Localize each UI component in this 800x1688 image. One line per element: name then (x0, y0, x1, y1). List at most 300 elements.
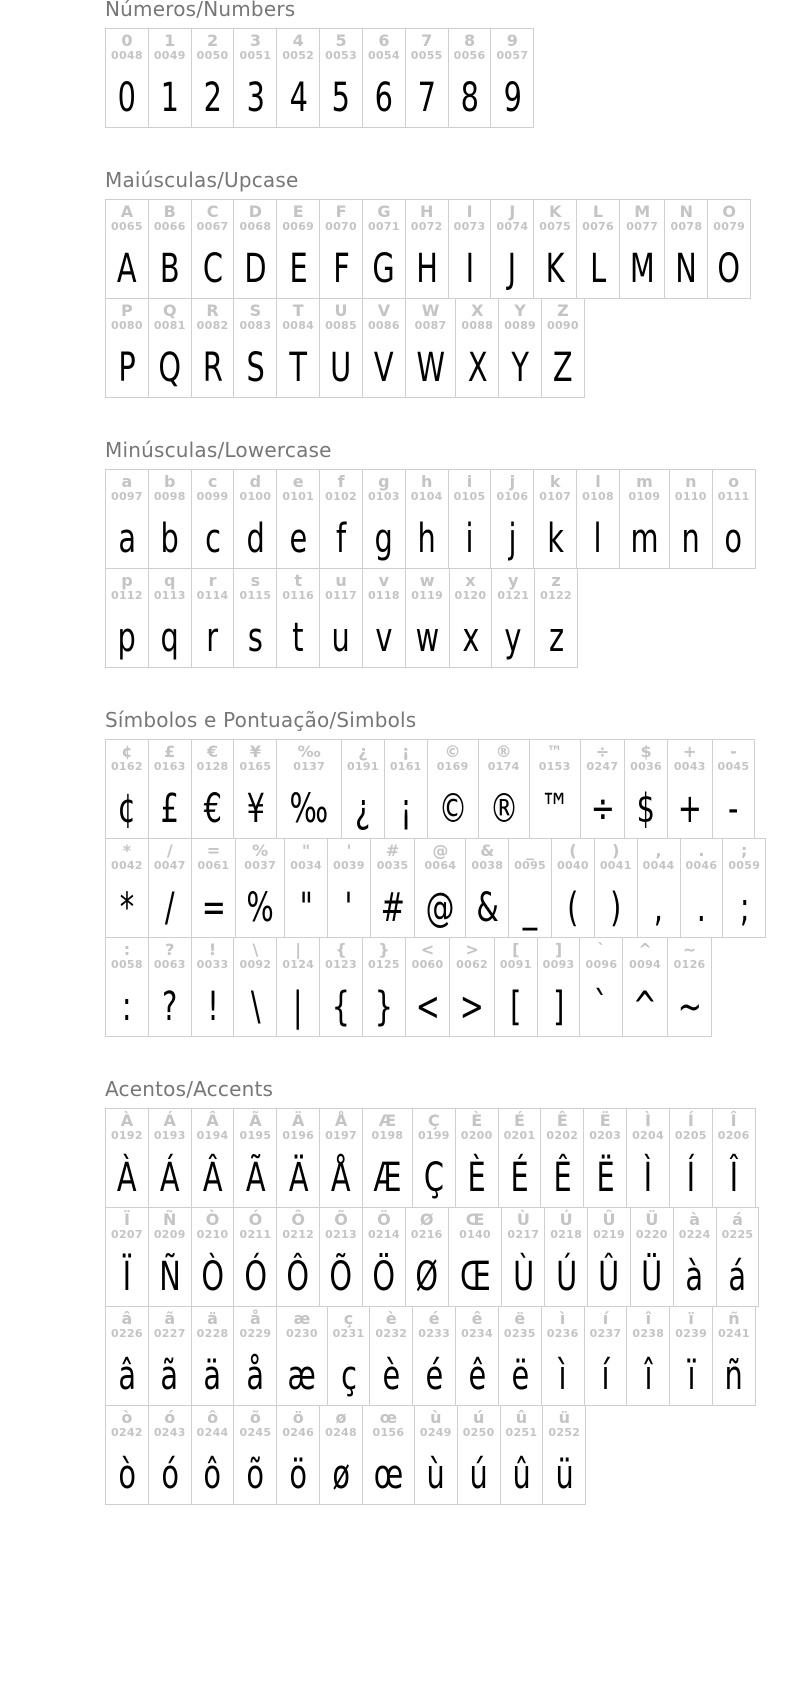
glyph-cell (405, 568, 450, 668)
glyph-code: 0174 (487, 760, 520, 773)
glyph-char-label: ¿ (358, 742, 368, 761)
glyph-code: 0038 (471, 859, 504, 872)
glyph-cell (233, 298, 277, 398)
glyph-code: 0051 (239, 49, 272, 62)
glyph-code: 0081 (153, 319, 186, 332)
glyph-code: 0067 (196, 220, 229, 233)
glyph-cell (537, 937, 581, 1037)
glyph-sample: Æ (373, 1155, 402, 1201)
glyph-char-label: n (685, 472, 697, 491)
glyph-char-label: Û (602, 1210, 616, 1229)
glyph-code: 0251 (505, 1426, 538, 1439)
glyph-char-label: < (420, 940, 435, 959)
glyph-sample: a (118, 516, 136, 562)
glyph-sample: = (201, 885, 226, 931)
glyph-sample: ¥ (246, 786, 265, 832)
glyph-code: 0228 (196, 1327, 229, 1340)
glyph-sample: \ (250, 984, 261, 1030)
glyph-cell (478, 739, 530, 839)
glyph-section (105, 709, 785, 1036)
glyph-char-label: ` (597, 940, 606, 959)
glyph-cell (191, 1207, 235, 1307)
glyph-sample: á (728, 1254, 747, 1300)
glyph-sample: Y (511, 345, 529, 391)
glyph-sample: ~ (677, 984, 702, 1030)
glyph-code: 0073 (453, 220, 486, 233)
glyph-cell (707, 199, 751, 299)
glyph-code: 0204 (632, 1129, 664, 1142)
glyph-code: 0110 (674, 490, 707, 503)
glyph-char-label: î (645, 1309, 652, 1328)
section-title: Maiúsculas/Upcase (105, 168, 299, 192)
glyph-char-label: 1 (164, 31, 176, 50)
glyph-code: 0075 (539, 220, 572, 233)
glyph-code: 0214 (367, 1228, 400, 1241)
glyph-code: 0207 (111, 1228, 143, 1241)
glyph-cell (319, 1207, 363, 1307)
glyph-code: 0099 (196, 490, 229, 503)
glyph-char-label: U (334, 301, 348, 320)
glyph-code: 0191 (346, 760, 379, 773)
glyph-char-label: e (292, 472, 304, 491)
glyph-code: 0210 (196, 1228, 229, 1241)
glyph-code: 0163 (153, 760, 186, 773)
glyph-sample: ( (567, 885, 579, 931)
glyph-sample: t (292, 615, 304, 661)
glyph-char-label: Ú (559, 1210, 573, 1229)
glyph-code: 0096 (585, 958, 618, 971)
glyph-cell (148, 28, 192, 128)
glyph-cell (105, 1108, 149, 1208)
glyph-code: 0194 (196, 1129, 229, 1142)
glyph-code: 0213 (325, 1228, 357, 1241)
glyph-sample: ê (468, 1353, 486, 1399)
glyph-cell (233, 199, 277, 299)
glyph-cell (501, 1207, 545, 1307)
glyph-section (105, 1078, 785, 1504)
glyph-char-label: S (249, 301, 262, 320)
glyph-sample: Q (158, 345, 182, 391)
glyph-code: 0161 (389, 760, 422, 773)
glyph-char-label: è (385, 1309, 397, 1328)
glyph-char-label: ã (164, 1309, 176, 1328)
glyph-sample: i (465, 516, 474, 562)
glyph-code: 0052 (282, 49, 315, 62)
glyph-sample: 1 (160, 75, 179, 121)
glyph-sample: è (382, 1353, 401, 1399)
glyph-sample: Á (159, 1155, 180, 1201)
glyph-sample: Ø (415, 1254, 439, 1300)
glyph-code: 0102 (325, 490, 357, 503)
glyph-cell (414, 1405, 458, 1505)
glyph-code: 0063 (153, 958, 186, 971)
glyph-code: 0097 (111, 490, 143, 503)
glyph-code: 0055 (410, 49, 443, 62)
glyph-code: 0156 (372, 1426, 405, 1439)
glyph-char-label: 4 (292, 31, 304, 50)
glyph-char-label: ì (559, 1309, 566, 1328)
glyph-cell (448, 28, 492, 128)
glyph-code: 0061 (197, 859, 230, 872)
glyph-code: 0122 (540, 589, 572, 602)
glyph-char-label: > (465, 940, 479, 959)
glyph-code: 0245 (239, 1426, 272, 1439)
glyph-cell (498, 1306, 542, 1406)
glyph-sample: } (374, 984, 394, 1030)
glyph-char-label: { (335, 940, 347, 959)
glyph-char-label: 3 (249, 31, 261, 50)
glyph-sample: @ (425, 885, 455, 931)
glyph-sample: T (289, 345, 308, 391)
glyph-code: 0195 (239, 1129, 272, 1142)
glyph-char-label: I (466, 202, 473, 221)
glyph-cell (235, 838, 285, 938)
glyph-char-label: d (249, 472, 262, 491)
glyph-code: 0083 (239, 319, 272, 332)
glyph-char-label: ) (612, 841, 620, 860)
glyph-code: 0218 (550, 1228, 583, 1241)
glyph-sample: y (504, 615, 522, 661)
glyph-cell (233, 1306, 277, 1406)
glyph-char-label: 5 (335, 31, 347, 50)
glyph-code: 0066 (153, 220, 186, 233)
glyph-code: 0064 (424, 859, 457, 872)
glyph-sample: õ (246, 1452, 265, 1498)
glyph-cell (405, 1207, 449, 1307)
glyph-sample: L (589, 246, 607, 292)
glyph-cell (233, 1405, 277, 1505)
glyph-char-label: D (248, 202, 263, 221)
glyph-code: 0094 (629, 958, 661, 971)
glyph-sample: ó (160, 1452, 179, 1498)
glyph-code: 0065 (111, 220, 143, 233)
glyph-cell (465, 838, 509, 938)
glyph-cell (405, 199, 449, 299)
glyph-char-label: x (465, 571, 476, 590)
glyph-char-label: 7 (421, 31, 433, 50)
glyph-code: 0091 (499, 958, 532, 971)
glyph-code: 0086 (367, 319, 400, 332)
glyph-char-label: v (378, 571, 390, 590)
glyph-cell (233, 28, 277, 128)
glyph-sample: 5 (331, 75, 351, 121)
glyph-sample: 9 (503, 75, 522, 121)
glyph-cell (626, 1306, 670, 1406)
glyph-sample: > (460, 984, 485, 1030)
glyph-char-label: A (120, 202, 134, 221)
glyph-char-label: ^ (638, 940, 652, 959)
glyph-cell (498, 298, 542, 398)
glyph-sample: Õ (329, 1254, 353, 1300)
glyph-sample: ¿ (355, 786, 371, 832)
glyph-code: 0236 (546, 1327, 579, 1340)
glyph-cell (148, 1306, 192, 1406)
glyph-sample: X (467, 345, 488, 391)
glyph-char-label: Í (687, 1111, 694, 1130)
glyph-char-label: Z (557, 301, 569, 320)
glyph-char-label: p (121, 571, 133, 590)
glyph-sample: U (330, 345, 352, 391)
glyph-char-label: ] (554, 940, 563, 959)
glyph-cell (664, 199, 708, 299)
glyph-code: 0039 (333, 859, 365, 872)
glyph-char-label: Ç (427, 1111, 440, 1130)
glyph-char-label: ! (208, 940, 217, 959)
glyph-sample: € (203, 786, 222, 832)
glyph-sample: å (246, 1353, 265, 1399)
glyph-char-label: ó (164, 1408, 176, 1427)
glyph-code: 0128 (196, 760, 229, 773)
glyph-sample: Ô (286, 1254, 310, 1300)
glyph-cell (490, 28, 534, 128)
glyph-code: 0225 (721, 1228, 754, 1241)
glyph-char-label: ¡ (402, 742, 410, 761)
glyph-code: 0062 (456, 958, 488, 971)
glyph-code: 0041 (599, 859, 632, 872)
glyph-sample: b (160, 516, 179, 562)
glyph-code: 0033 (196, 958, 229, 971)
glyph-cell (191, 1306, 235, 1406)
glyph-code: 0211 (239, 1228, 272, 1241)
glyph-cell (191, 838, 237, 938)
glyph-sample: û (512, 1452, 531, 1498)
glyph-cell (233, 1108, 277, 1208)
glyph-cell (362, 1207, 406, 1307)
glyph-sample: , (653, 885, 664, 931)
glyph-char-label: ñ (728, 1309, 740, 1328)
glyph-code: 0106 (496, 490, 529, 503)
glyph-sample: F (332, 246, 350, 292)
glyph-char-label: c (207, 472, 218, 491)
glyph-char-label: € (207, 742, 219, 761)
glyph-char-label: t (294, 571, 303, 590)
glyph-code: 0252 (548, 1426, 581, 1439)
glyph-sample: % (246, 885, 274, 931)
glyph-code: 0115 (239, 589, 272, 602)
glyph-code: 0226 (111, 1327, 143, 1340)
glyph-char-label: o (728, 472, 740, 491)
glyph-sample: z (548, 615, 564, 661)
glyph-cell (405, 298, 457, 398)
glyph-cell (319, 298, 363, 398)
glyph-char-label: Á (163, 1111, 176, 1130)
glyph-cell (362, 568, 406, 668)
glyph-cell (362, 469, 406, 569)
glyph-code: 0198 (371, 1129, 404, 1142)
glyph-code: 0045 (717, 760, 750, 773)
glyph-section (105, 0, 785, 127)
glyph-sample: Ê (553, 1155, 572, 1201)
glyph-cell (712, 469, 756, 569)
glyph-char-label: Ë (599, 1111, 611, 1130)
glyph-cell (449, 568, 493, 668)
glyph-char-label: u (335, 571, 347, 590)
glyph-code: 0235 (503, 1327, 536, 1340)
glyph-sample: I (465, 246, 474, 292)
glyph-code: 0056 (453, 49, 486, 62)
glyph-grid (105, 1108, 787, 1504)
glyph-cell (148, 838, 192, 938)
glyph-char-label: C (206, 202, 219, 221)
glyph-cell (490, 469, 534, 569)
glyph-char-label: B (163, 202, 176, 221)
glyph-code: 0070 (325, 220, 357, 233)
glyph-cell (455, 298, 499, 398)
glyph-code: 0090 (547, 319, 579, 332)
glyph-char-label: ( (569, 841, 577, 860)
glyph-sample: Ö (372, 1254, 396, 1300)
glyph-section (105, 169, 785, 397)
glyph-sample: j (508, 516, 517, 562)
glyph-sample: â (118, 1353, 136, 1399)
glyph-char-label: Ö (377, 1210, 391, 1229)
glyph-sample: V (374, 345, 394, 391)
glyph-cell (276, 1405, 320, 1505)
glyph-sample: ` (594, 984, 609, 1030)
glyph-code: 0247 (586, 760, 619, 773)
glyph-char-label: Â (206, 1111, 219, 1130)
glyph-cell (680, 838, 724, 938)
glyph-sample: M (629, 246, 655, 292)
glyph-char-label: ÷ (595, 742, 610, 761)
glyph-code: 0242 (111, 1426, 143, 1439)
glyph-code: 0101 (282, 490, 315, 503)
glyph-sample: p (117, 615, 137, 661)
glyph-cell (276, 568, 320, 668)
glyph-cell (594, 838, 638, 938)
glyph-code: 0123 (325, 958, 357, 971)
glyph-char-label: , (655, 841, 662, 860)
glyph-char-label: P (121, 301, 133, 320)
glyph-sample: l (594, 516, 603, 562)
glyph-sample: Å (331, 1155, 351, 1201)
glyph-char-label: ï (688, 1309, 694, 1328)
glyph-code: 0068 (239, 220, 272, 233)
glyph-cell (448, 469, 492, 569)
glyph-code: 0212 (282, 1228, 315, 1241)
glyph-cell (448, 199, 492, 299)
glyph-char-label: - (730, 742, 737, 761)
glyph-cell (500, 1405, 544, 1505)
glyph-char-label: é (428, 1309, 440, 1328)
glyph-sample: Œ (459, 1254, 491, 1300)
glyph-cell (667, 937, 713, 1037)
glyph-code: 0121 (497, 589, 530, 602)
glyph-code: 0203 (589, 1129, 622, 1142)
glyph-cell (449, 937, 495, 1037)
glyph-cell (637, 838, 681, 938)
glyph-sample: A (117, 246, 137, 292)
glyph-char-label: â (121, 1309, 133, 1328)
glyph-sample: _ (522, 885, 538, 931)
glyph-code: 0108 (582, 490, 614, 503)
glyph-cell (490, 199, 534, 299)
glyph-cell (105, 739, 149, 839)
glyph-char-label: * (122, 841, 132, 860)
glyph-sample: . (696, 885, 706, 931)
glyph-code: 0230 (286, 1327, 318, 1340)
glyph-sample: v (375, 615, 393, 661)
glyph-sample: ö (289, 1452, 308, 1498)
glyph-code: 0077 (626, 220, 659, 233)
glyph-code: 0085 (325, 319, 357, 332)
glyph-char-label: J (509, 202, 516, 221)
glyph-code: 0078 (670, 220, 703, 233)
glyph-sample: ú (469, 1452, 488, 1498)
glyph-code: 0079 (713, 220, 746, 233)
glyph-code: 0229 (239, 1327, 272, 1340)
glyph-cell (191, 1108, 235, 1208)
glyph-char-label: = (206, 841, 221, 860)
glyph-code: 0216 (410, 1228, 443, 1241)
glyph-cell (362, 298, 406, 398)
glyph-sample: ì (558, 1353, 567, 1399)
glyph-char-label: Ò (205, 1210, 220, 1229)
glyph-sample: £ (160, 786, 179, 832)
glyph-char-label: Õ (334, 1210, 348, 1229)
glyph-char-label: õ (249, 1408, 261, 1427)
glyph-char-label: O (722, 202, 736, 221)
glyph-cell (362, 199, 406, 299)
glyph-cell (540, 1108, 584, 1208)
glyph-cell (533, 199, 577, 299)
glyph-code: 0201 (503, 1129, 536, 1142)
glyph-cell (148, 937, 192, 1037)
glyph-char-label: 0 (121, 31, 133, 50)
glyph-cell (191, 469, 235, 569)
glyph-cell (105, 298, 149, 398)
glyph-sample: [ (510, 984, 522, 1030)
glyph-char-label: È (471, 1111, 483, 1130)
glyph-sample: r (206, 615, 219, 661)
glyph-char-label: " (301, 841, 311, 860)
glyph-char-label: û (515, 1408, 528, 1427)
glyph-sample: m (630, 516, 659, 562)
glyph-code: 0076 (582, 220, 614, 233)
glyph-cell (276, 739, 342, 839)
glyph-sample: Û (598, 1254, 620, 1300)
glyph-cell (542, 1405, 586, 1505)
glyph-sample: ë (510, 1353, 529, 1399)
glyph-char-label: X (471, 301, 484, 320)
glyph-char-label: + (683, 742, 697, 761)
glyph-sample: n (681, 516, 700, 562)
glyph-cell (276, 298, 320, 398)
glyph-sample: Ë (596, 1155, 615, 1201)
glyph-sample: ‰ (289, 786, 329, 832)
glyph-sample: Ç (423, 1155, 444, 1201)
glyph-char-label: Ü (645, 1210, 659, 1229)
glyph-cell (105, 1405, 149, 1505)
glyph-code: 0199 (417, 1129, 450, 1142)
glyph-code: 0231 (332, 1327, 365, 1340)
glyph-char-label: Ã (249, 1111, 262, 1130)
glyph-code: 0162 (111, 760, 143, 773)
glyph-sample: D (244, 246, 267, 292)
glyph-sample: î (644, 1353, 653, 1399)
glyph-sample: À (117, 1155, 137, 1201)
glyph-cell (405, 28, 449, 128)
glyph-sample: B (159, 246, 180, 292)
glyph-code: 0088 (461, 319, 494, 332)
glyph-sample: K (545, 246, 565, 292)
glyph-code: 0080 (111, 319, 143, 332)
glyph-char-label: m (636, 472, 653, 491)
glyph-sample: h (417, 516, 436, 562)
glyph-code: 0105 (453, 490, 486, 503)
glyph-char-label: Ä (292, 1111, 305, 1130)
glyph-cell (412, 1306, 456, 1406)
